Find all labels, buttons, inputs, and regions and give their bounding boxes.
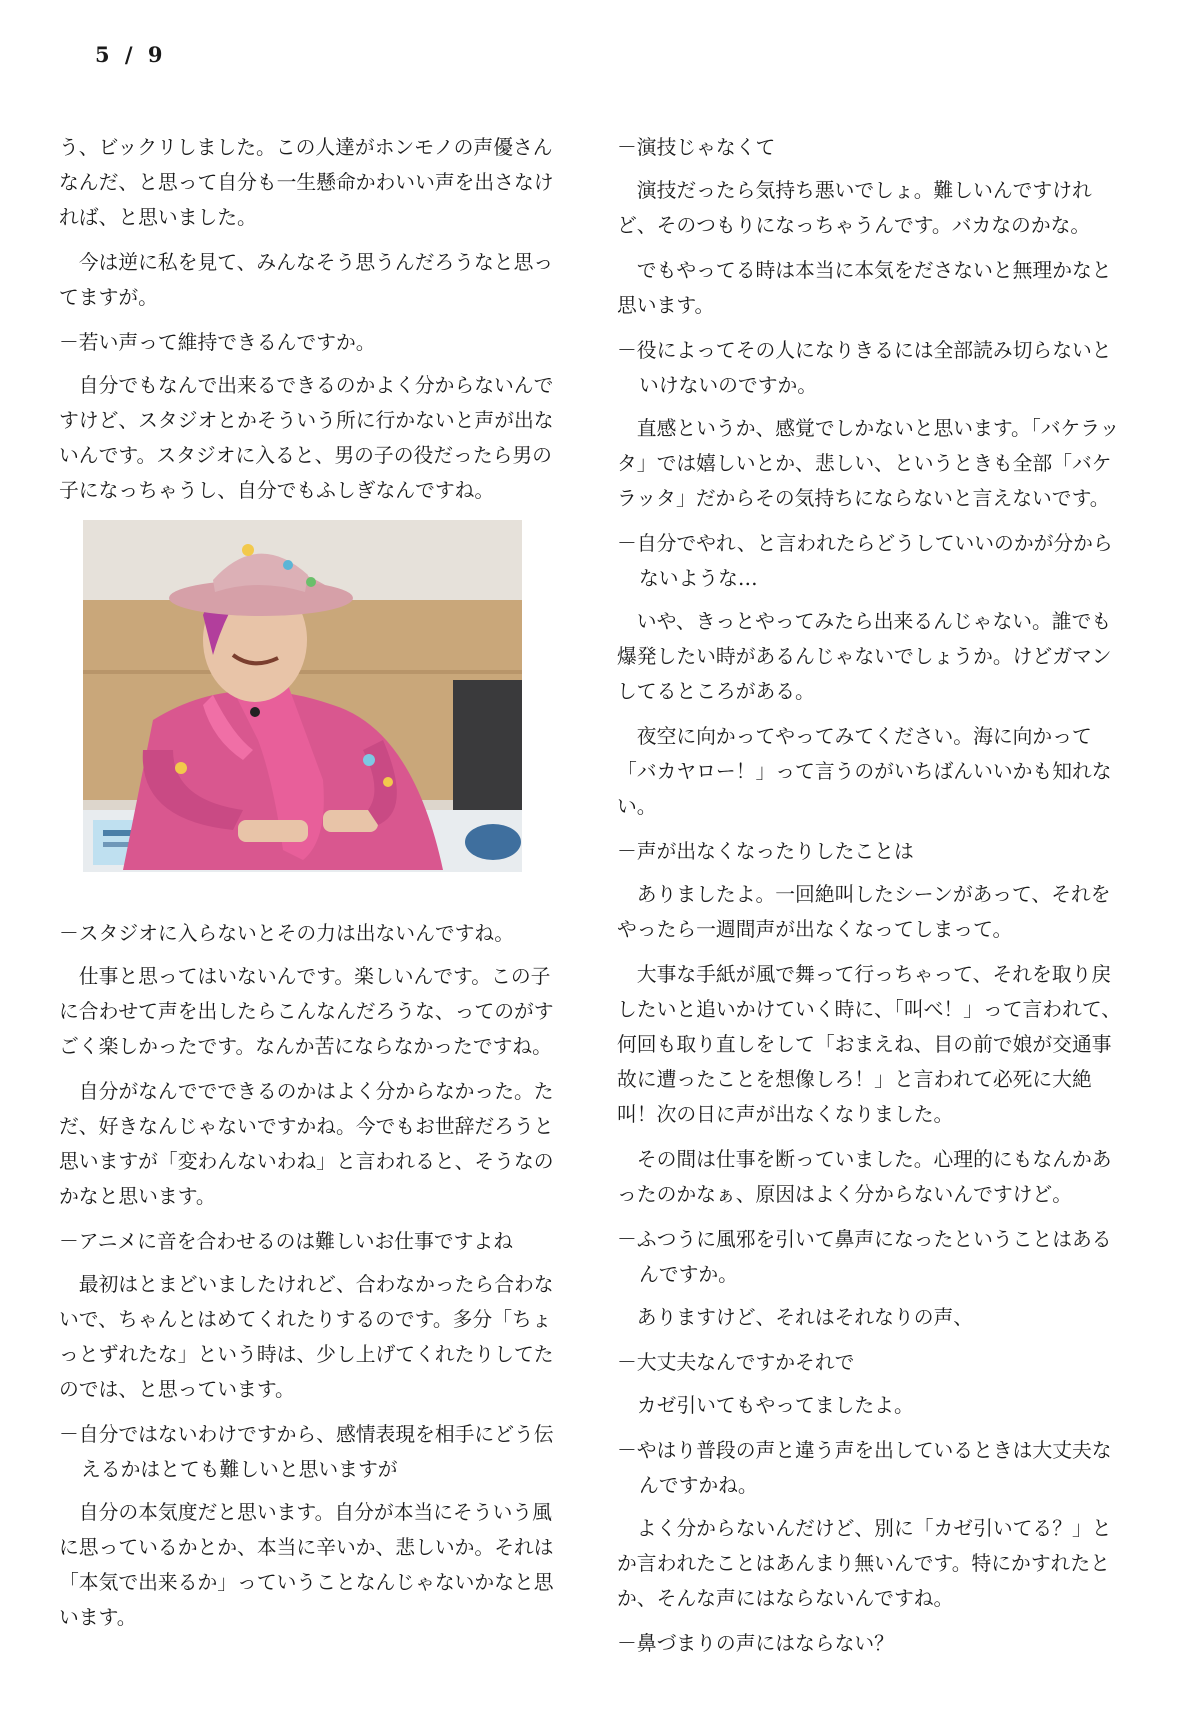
- answer-paragraph: 大事な手紙が風で舞って行っちゃって、それを取り戻したいと追いかけていく時に、「叫べ！」って言われて、何回も取り直しをして「おまえね、目の前で娘が交通事故に遭ったことを想像しろ！」と言われて必死に大絶叫！次の日に声が出なくなりました。: [617, 963, 1122, 1126]
- answer-paragraph: 最初はとまどいましたけれど、合わなかったら合わないで、ちゃんとはめてくれたりするのです。多分「ちょっとずれたな」という時は、少し上げてくれたりしてたのでは、と思っています。: [59, 1273, 554, 1401]
- answer-paragraph: 自分でもなんで出来るできるのかよく分からないんですけど、スタジオとかそういう所に行かないと声が出ないんです。スタジオに入ると、男の子の役だったら男の子になっちゃうし、自分でもふしぎなんですね。: [59, 374, 554, 502]
- answer-paragraph: いや、きっとやってみたら出来るんじゃない。誰でも爆発したい時があるんじゃないでしょうか。けどガマンしてるところがある。: [617, 610, 1112, 703]
- answer-paragraph: 直感というか、感覚でしかないと思います。「バケラッタ」では嬉しいとか、悲しい、というときも全部「バケラッタ」だからその気持ちにならないと言えないです。: [617, 417, 1120, 510]
- right-column: [617, 130, 1129, 1669]
- interview-question: －ふつうに風邪を引いて鼻声になったということはあるんですか。: [617, 1228, 1112, 1286]
- answer-paragraph: ありましたよ。一回絶叫したシーンがあって、それをやったら一週間声が出なくなってしまって。: [617, 883, 1111, 941]
- answer-paragraph: 自分の本気度だと思います。自分が本当にそういう風に思っているかとか、本当に辛いか、悲しいか。それは「本気で出来るか」っていうことなんじゃないかなと思います。: [59, 1501, 554, 1629]
- interview-question: －若い声って維持できるんですか。: [59, 331, 376, 354]
- interview-question: －声が出なくなったりしたことは: [617, 840, 914, 863]
- answer-paragraph: でもやってる時は本当に本気をださないと無理かなと思います。: [617, 259, 1112, 317]
- interview-question: －大丈夫なんですかそれで: [617, 1351, 855, 1374]
- interview-question: －鼻づまりの声にはならない？: [617, 1632, 894, 1655]
- interview-question: －役によってその人になりきるには全部読み切らないといけないのですか。: [617, 339, 1112, 397]
- interview-question: －自分ではないわけですから、感情表現を相手にどう伝えるかはとても難しいと思いますが: [59, 1423, 554, 1481]
- answer-paragraph: 演技だったら気持ち悪いでしょ。難しいんですけれど、そのつもりになっちゃうんです。バカなのかな。: [617, 179, 1092, 237]
- answer-paragraph: う、ビックリしました。この人達がホンモノの声優さんなんだ、と思って自分も一生懸命かわいい声を出さなければ、と思いました。: [59, 136, 554, 229]
- interview-question: －自分でやれ、と言われたらどうしていいのかが分からないような…: [617, 532, 1113, 590]
- left-column: [59, 130, 569, 1645]
- page-number: 5 / 9: [95, 42, 167, 67]
- answer-paragraph: カゼ引いてもやってましたよ。: [636, 1394, 914, 1417]
- interview-question: －演技じゃなくて: [617, 136, 776, 159]
- answer-paragraph: 仕事と思ってはいないんです。楽しいんです。この子に合わせて声を出したらこんなんだろうな、ってのがすごく楽しかったです。なんか苦にならなかったですね。: [59, 965, 554, 1058]
- interview-question: －スタジオに入らないとその力は出ないんですね。: [59, 922, 514, 945]
- interview-photo: [83, 520, 522, 872]
- answer-paragraph: ありますけど、それはそれなりの声、: [636, 1306, 974, 1329]
- portrait-photo-icon: [83, 520, 522, 872]
- answer-paragraph: よく分からないんだけど、別に「カゼ引いてる？」とか言われたことはあんまり無いんです。特にかすれたとか、そんな声にはならないんですね。: [617, 1517, 1112, 1610]
- interview-question: －アニメに音を合わせるのは難しいお仕事ですよね: [59, 1230, 513, 1253]
- answer-paragraph: 夜空に向かってやってみてください。海に向かって「バカヤロー！」って言うのがいちばんいいかも知れない。: [617, 725, 1112, 818]
- answer-paragraph: 自分がなんででできるのかはよく分からなかった。ただ、好きなんじゃないですかね。今でもお世辞だろうと思いますが「変わんないわね」と言われると、そうなのかなと思います。: [59, 1080, 554, 1208]
- answer-paragraph: その間は仕事を断っていました。心理的にもなんかあったのかなぁ、原因はよく分からないんですけど。: [617, 1148, 1112, 1206]
- interview-question: －やはり普段の声と違う声を出しているときは大丈夫なんですかね。: [617, 1439, 1112, 1497]
- answer-paragraph: 今は逆に私を見て、みんなそう思うんだろうなと思ってますが。: [59, 251, 554, 309]
